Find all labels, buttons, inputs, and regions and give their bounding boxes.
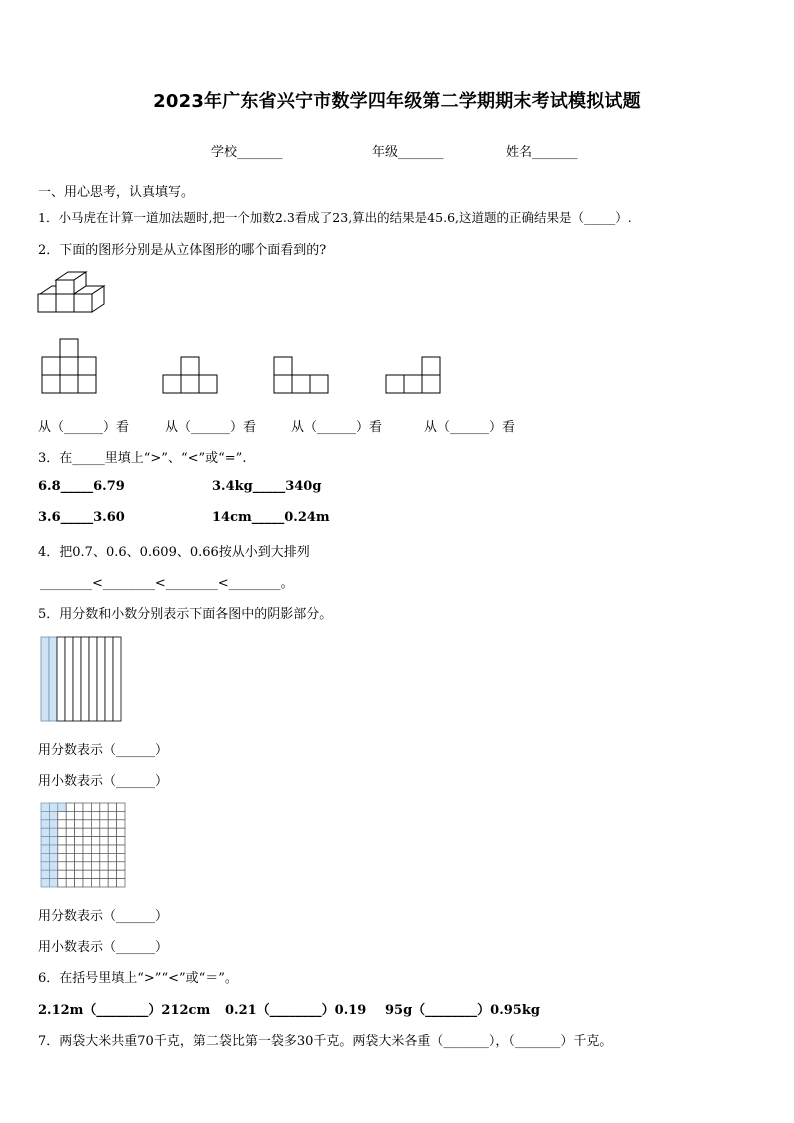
grid-cell bbox=[83, 870, 91, 878]
strip bbox=[73, 637, 81, 721]
grid-cell bbox=[100, 862, 108, 870]
shaded-cell bbox=[41, 837, 49, 845]
grid-cell bbox=[58, 870, 66, 878]
grid-cell bbox=[108, 845, 116, 853]
view-figure-2 bbox=[163, 357, 219, 393]
shaded-cell bbox=[49, 845, 57, 853]
decimal-answer-2[interactable]: 用小数表示（______） bbox=[38, 940, 169, 955]
grid-cell bbox=[58, 811, 66, 819]
shaded-cell bbox=[41, 879, 49, 887]
grid-cell bbox=[83, 862, 91, 870]
solid-figure bbox=[36, 270, 108, 316]
hundred-grid-figure bbox=[40, 802, 126, 888]
question-1: 1．小马虎在计算一道加法题时,把一个加数2.3看成了23,算出的结果是45.6,这道题的正确结果是（_____）. bbox=[38, 210, 632, 225]
fraction-answer-2[interactable]: 用分数表示（______） bbox=[38, 909, 169, 924]
grid-cell bbox=[58, 845, 66, 853]
grid-cell bbox=[117, 853, 125, 861]
grid-cell bbox=[83, 803, 91, 811]
strip bbox=[81, 637, 89, 721]
shaded-cell bbox=[49, 811, 57, 819]
grid-cell bbox=[66, 845, 74, 853]
grid-cell bbox=[58, 820, 66, 828]
grid-cell bbox=[108, 862, 116, 870]
grid-cell bbox=[91, 811, 99, 819]
grid-cell bbox=[117, 837, 125, 845]
grid-cell bbox=[75, 828, 83, 836]
view-answer-4[interactable]: 从（______）看 bbox=[424, 420, 516, 435]
compare-unit-1[interactable]: 2.12m（________）212cm bbox=[38, 1003, 211, 1018]
strip bbox=[89, 637, 97, 721]
shaded-cell bbox=[41, 845, 49, 853]
view-figure-1 bbox=[42, 339, 98, 393]
grid-cell bbox=[108, 853, 116, 861]
strip bbox=[105, 637, 113, 721]
grid-cell bbox=[100, 837, 108, 845]
grid-cell bbox=[83, 811, 91, 819]
grid-cell bbox=[100, 870, 108, 878]
shaded-cell bbox=[49, 862, 57, 870]
shaded-cell bbox=[41, 828, 49, 836]
grid-cell bbox=[91, 853, 99, 861]
grid-cell bbox=[91, 845, 99, 853]
grid-cell bbox=[100, 845, 108, 853]
compare-unit-2[interactable]: 0.21（________）0.19 bbox=[225, 1003, 367, 1018]
question-7: 7．两袋大米共重70千克，第二袋比第一袋多30千克。两袋大米各重（_______），（_______）千克。 bbox=[38, 1034, 613, 1049]
grid-cell bbox=[117, 870, 125, 878]
grid-cell bbox=[100, 853, 108, 861]
question-5: 5．用分数和小数分别表示下面各图中的阴影部分。 bbox=[38, 607, 333, 622]
question-3: 3．在_____里填上“>”、“<”或“=”. bbox=[38, 451, 247, 466]
grid-cell bbox=[66, 811, 74, 819]
shaded-cell bbox=[41, 870, 49, 878]
section-heading: 一、用心思考，认真填写。 bbox=[38, 185, 195, 200]
grid-cell bbox=[83, 837, 91, 845]
shaded-cell bbox=[58, 803, 66, 811]
grid-cell bbox=[83, 828, 91, 836]
shaded-cell bbox=[49, 870, 57, 878]
grid-cell bbox=[75, 879, 83, 887]
shaded-cell bbox=[49, 820, 57, 828]
grid-cell bbox=[83, 845, 91, 853]
grid-cell bbox=[75, 803, 83, 811]
shaded-cell bbox=[41, 811, 49, 819]
strip bbox=[113, 637, 121, 721]
view-answer-1[interactable]: 从（______）看 bbox=[38, 420, 130, 435]
compare-unit-3[interactable]: 95g（________）0.95kg bbox=[385, 1003, 540, 1018]
shaded-cell bbox=[41, 803, 49, 811]
grid-cell bbox=[117, 862, 125, 870]
grid-cell bbox=[117, 811, 125, 819]
decimal-answer-1[interactable]: 用小数表示（______） bbox=[38, 774, 169, 789]
grid-cell bbox=[100, 828, 108, 836]
grid-cell bbox=[58, 837, 66, 845]
strip-figure bbox=[40, 636, 120, 722]
grid-cell bbox=[75, 845, 83, 853]
view-answer-3[interactable]: 从（______）看 bbox=[291, 420, 383, 435]
grid-cell bbox=[100, 811, 108, 819]
grid-cell bbox=[117, 879, 125, 887]
grid-cell bbox=[100, 820, 108, 828]
page-title: 2023年广东省兴宁市数学四年级第二学期期末考试模拟试题 bbox=[153, 91, 641, 112]
grid-cell bbox=[75, 862, 83, 870]
grid-cell bbox=[108, 837, 116, 845]
school-field[interactable]: 学校_______ bbox=[211, 145, 283, 160]
grid-cell bbox=[75, 811, 83, 819]
grid-cell bbox=[66, 820, 74, 828]
view-figure-4 bbox=[386, 357, 442, 393]
grid-cell bbox=[100, 879, 108, 887]
shaded-cell bbox=[41, 820, 49, 828]
grid-cell bbox=[117, 803, 125, 811]
grid-cell bbox=[75, 853, 83, 861]
grid-cell bbox=[108, 870, 116, 878]
question-6: 6．在括号里填上“>”“<”或“＝”。 bbox=[38, 971, 238, 986]
strip bbox=[65, 637, 73, 721]
view-figure-3 bbox=[274, 357, 330, 393]
shaded-cell bbox=[49, 837, 57, 845]
grid-cell bbox=[91, 803, 99, 811]
shaded-cell bbox=[49, 828, 57, 836]
grid-cell bbox=[75, 870, 83, 878]
shaded-strip bbox=[41, 637, 49, 721]
grid-cell bbox=[91, 862, 99, 870]
compare-item-3[interactable]: 3.6_____3.60 bbox=[38, 510, 125, 525]
compare-item-1[interactable]: 6.8_____6.79 bbox=[38, 479, 125, 494]
grid-cell bbox=[66, 828, 74, 836]
grid-cell bbox=[91, 879, 99, 887]
grid-cell bbox=[58, 828, 66, 836]
grid-cell bbox=[66, 837, 74, 845]
grid-cell bbox=[108, 803, 116, 811]
grid-cell bbox=[117, 820, 125, 828]
strip bbox=[97, 637, 105, 721]
shaded-cell bbox=[41, 853, 49, 861]
shaded-cell bbox=[49, 879, 57, 887]
grid-cell bbox=[91, 870, 99, 878]
grid-cell bbox=[108, 828, 116, 836]
question-4: 4．把0.7、0.6、0.609、0.66按从小到大排列 bbox=[38, 545, 310, 560]
grid-cell bbox=[108, 820, 116, 828]
grid-cell bbox=[117, 845, 125, 853]
question-2: 2．下面的图形分别是从立体图形的哪个面看到的? bbox=[38, 243, 327, 258]
grid-cell bbox=[66, 870, 74, 878]
grid-cell bbox=[75, 820, 83, 828]
grid-cell bbox=[91, 828, 99, 836]
grid-cell bbox=[83, 853, 91, 861]
fraction-answer-1[interactable]: 用分数表示（______） bbox=[38, 743, 169, 758]
grid-cell bbox=[91, 837, 99, 845]
grid-cell bbox=[108, 811, 116, 819]
compare-item-4[interactable]: 14cm_____0.24m bbox=[212, 510, 330, 525]
grid-cell bbox=[58, 862, 66, 870]
grid-cell bbox=[83, 879, 91, 887]
grid-cell bbox=[117, 828, 125, 836]
grid-cell bbox=[83, 820, 91, 828]
grid-cell bbox=[100, 803, 108, 811]
shaded-strip bbox=[49, 637, 57, 721]
shaded-cell bbox=[49, 803, 57, 811]
shaded-cell bbox=[41, 862, 49, 870]
name-field[interactable]: 姓名_______ bbox=[506, 145, 578, 160]
grade-field[interactable]: 年级_______ bbox=[372, 145, 444, 160]
grid-cell bbox=[66, 803, 74, 811]
grid-cell bbox=[91, 820, 99, 828]
grid-cell bbox=[66, 862, 74, 870]
grid-cell bbox=[75, 837, 83, 845]
view-answer-2[interactable]: 从（______）看 bbox=[165, 420, 257, 435]
grid-cell bbox=[58, 853, 66, 861]
strip bbox=[57, 637, 65, 721]
grid-cell bbox=[58, 879, 66, 887]
shaded-cell bbox=[49, 853, 57, 861]
grid-cell bbox=[66, 879, 74, 887]
grid-cell bbox=[108, 879, 116, 887]
compare-item-2[interactable]: 3.4kg_____340g bbox=[212, 479, 322, 494]
grid-cell bbox=[66, 853, 74, 861]
order-answer-line[interactable]: ________<________<________<________。 bbox=[40, 576, 294, 591]
